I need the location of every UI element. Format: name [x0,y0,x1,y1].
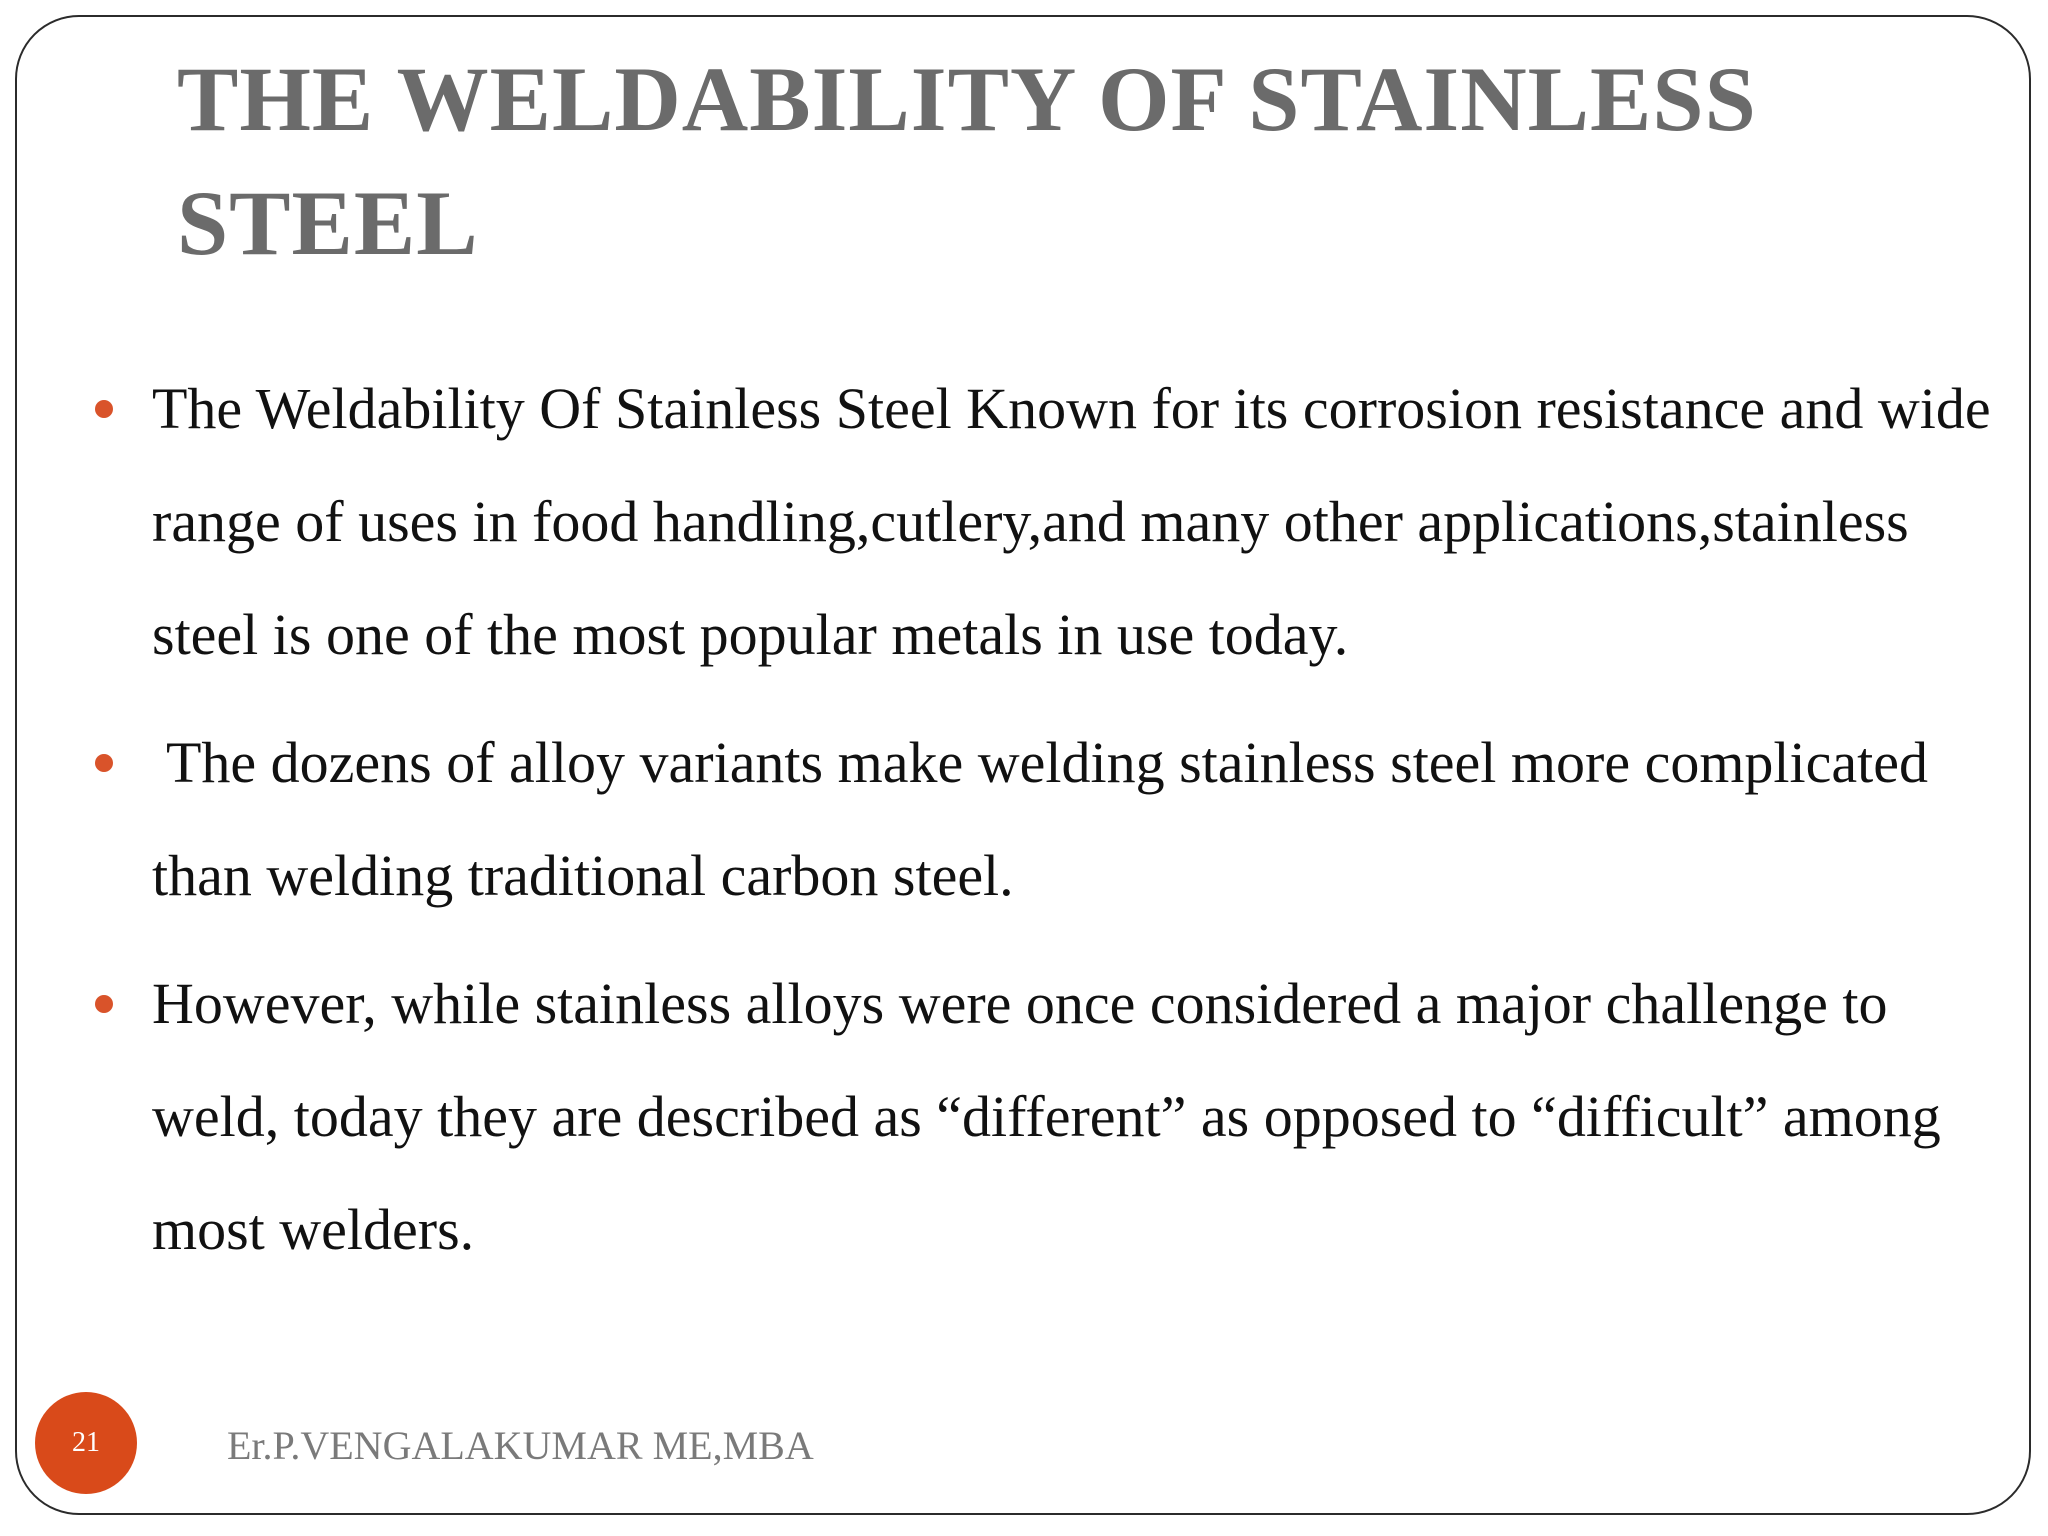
bullet-dot-icon [95,754,113,772]
bullet-dot-icon [95,400,113,418]
page-number-badge: 21 [35,1392,137,1494]
bullet-text: The Weldability Of Stainless Steel Known for its corrosion resistance and wide range of uses in food handling,cutlery,and many other applications,stainless steel is one of the most popular metals in use today. [152,376,1991,667]
bullet-item [17,706,2031,932]
slide-title: THE WELDABILITY OF STAINLESS STEEL [177,48,1757,274]
bullet-item [17,947,2031,1286]
footer-author: Er.P.VENGALAKUMAR ME,MBA [227,1423,814,1468]
bullet-dot-icon [95,995,113,1013]
bullet-text: However, while stainless alloys were once considered a major challenge to weld, today they are described as “different” as opposed to “difficult” among most welders. [152,971,1941,1262]
bullet-list [17,352,2031,1301]
bullet-item [17,352,2031,691]
bullet-text: The dozens of alloy variants make welding stainless steel more complicated than welding traditional carbon steel. [152,730,1929,908]
slide [15,15,2031,1515]
